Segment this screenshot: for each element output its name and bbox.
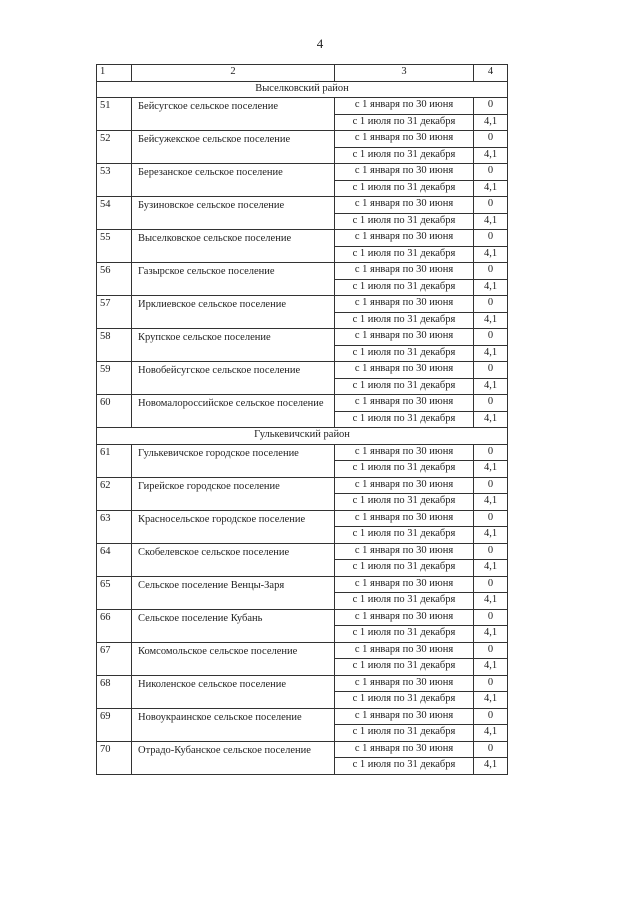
period-first-half: с 1 января по 30 июня — [335, 444, 474, 461]
rate-second-half: 4,1 — [474, 527, 508, 544]
period-first-half: с 1 января по 30 июня — [335, 98, 474, 115]
row-number: 69 — [97, 708, 132, 741]
period-second-half: с 1 июля по 31 декабря — [335, 758, 474, 775]
settlement-name: Крупское сельское поселение — [132, 329, 335, 362]
rate-first-half: 0 — [474, 642, 508, 659]
settlement-name: Гулькевичское городское поселение — [132, 444, 335, 477]
rate-second-half: 4,1 — [474, 411, 508, 428]
rate-first-half: 0 — [474, 395, 508, 412]
table-row — [97, 395, 508, 412]
row-number: 57 — [97, 296, 132, 329]
row-number: 68 — [97, 675, 132, 708]
header-col-1: 1 — [97, 65, 132, 82]
row-number: 66 — [97, 609, 132, 642]
period-first-half: с 1 января по 30 июня — [335, 329, 474, 346]
table-body — [97, 65, 508, 775]
rate-first-half: 0 — [474, 329, 508, 346]
rate-first-half: 0 — [474, 131, 508, 148]
rate-second-half: 4,1 — [474, 213, 508, 230]
settlement-name: Красносельское городское поселение — [132, 510, 335, 543]
table-row — [97, 164, 508, 181]
rate-first-half: 0 — [474, 708, 508, 725]
period-second-half: с 1 июля по 31 декабря — [335, 560, 474, 577]
rate-second-half: 4,1 — [474, 692, 508, 709]
rate-first-half: 0 — [474, 444, 508, 461]
table-row — [97, 543, 508, 560]
rate-second-half: 4,1 — [474, 758, 508, 775]
table-row — [97, 296, 508, 313]
period-second-half: с 1 июля по 31 декабря — [335, 180, 474, 197]
settlement-name: Скобелевское сельское поселение — [132, 543, 335, 576]
row-number: 64 — [97, 543, 132, 576]
table-row — [97, 477, 508, 494]
row-number: 56 — [97, 263, 132, 296]
row-number: 63 — [97, 510, 132, 543]
rate-second-half: 4,1 — [474, 494, 508, 511]
row-number: 54 — [97, 197, 132, 230]
row-number: 62 — [97, 477, 132, 510]
district-title: Выселковский район — [97, 81, 508, 98]
table-row — [97, 642, 508, 659]
period-second-half: с 1 июля по 31 декабря — [335, 114, 474, 131]
table-row — [97, 197, 508, 214]
settlement-name: Сельское поселение Кубань — [132, 609, 335, 642]
table-row — [97, 576, 508, 593]
settlement-name: Бейсужекское сельское поселение — [132, 131, 335, 164]
rate-first-half: 0 — [474, 477, 508, 494]
settlement-name: Комсомольское сельское поселение — [132, 642, 335, 675]
rate-first-half: 0 — [474, 576, 508, 593]
period-first-half: с 1 января по 30 июня — [335, 543, 474, 560]
period-first-half: с 1 января по 30 июня — [335, 675, 474, 692]
table-row — [97, 708, 508, 725]
period-second-half: с 1 июля по 31 декабря — [335, 527, 474, 544]
period-second-half: с 1 июля по 31 декабря — [335, 692, 474, 709]
settlement-name: Новомалороссийское сельское поселение — [132, 395, 335, 428]
period-first-half: с 1 января по 30 июня — [335, 131, 474, 148]
rate-second-half: 4,1 — [474, 279, 508, 296]
settlement-name: Новобейсугское сельское поселение — [132, 362, 335, 395]
table-row — [97, 510, 508, 527]
rate-second-half: 4,1 — [474, 560, 508, 577]
period-first-half: с 1 января по 30 июня — [335, 395, 474, 412]
rate-first-half: 0 — [474, 609, 508, 626]
rate-second-half: 4,1 — [474, 378, 508, 395]
table-header-row — [97, 65, 508, 82]
rate-first-half: 0 — [474, 98, 508, 115]
rate-second-half: 4,1 — [474, 147, 508, 164]
rate-first-half: 0 — [474, 362, 508, 379]
rate-first-half: 0 — [474, 296, 508, 313]
table-row — [97, 609, 508, 626]
settlement-name: Березанское сельское поселение — [132, 164, 335, 197]
row-number: 70 — [97, 741, 132, 774]
table-row — [97, 230, 508, 247]
table-row — [97, 329, 508, 346]
row-number: 67 — [97, 642, 132, 675]
rate-second-half: 4,1 — [474, 180, 508, 197]
period-first-half: с 1 января по 30 июня — [335, 197, 474, 214]
period-second-half: с 1 июля по 31 декабря — [335, 312, 474, 329]
period-second-half: с 1 июля по 31 декабря — [335, 593, 474, 610]
row-number: 55 — [97, 230, 132, 263]
period-first-half: с 1 января по 30 июня — [335, 741, 474, 758]
settlement-name: Николенское сельское поселение — [132, 675, 335, 708]
table-row — [97, 741, 508, 758]
rate-second-half: 4,1 — [474, 312, 508, 329]
table-row — [97, 675, 508, 692]
rate-second-half: 4,1 — [474, 461, 508, 478]
page-number: 4 — [316, 36, 324, 51]
district-row — [97, 81, 508, 98]
rate-second-half: 4,1 — [474, 345, 508, 362]
period-second-half: с 1 июля по 31 декабря — [335, 345, 474, 362]
settlement-name: Газырское сельское поселение — [132, 263, 335, 296]
header-col-2: 2 — [132, 65, 335, 82]
period-first-half: с 1 января по 30 июня — [335, 164, 474, 181]
header-col-4: 4 — [474, 65, 508, 82]
row-number: 53 — [97, 164, 132, 197]
settlement-name: Гирейское городское поселение — [132, 477, 335, 510]
table-row — [97, 131, 508, 148]
settlement-name: Бейсугское сельское поселение — [132, 98, 335, 131]
settlement-name: Выселковское сельское поселение — [132, 230, 335, 263]
settlement-name: Новоукраинское сельское поселение — [132, 708, 335, 741]
rates-table — [96, 64, 508, 775]
rate-first-half: 0 — [474, 510, 508, 527]
period-second-half: с 1 июля по 31 декабря — [335, 279, 474, 296]
header-col-3: 3 — [335, 65, 474, 82]
rate-first-half: 0 — [474, 675, 508, 692]
rate-second-half: 4,1 — [474, 114, 508, 131]
table-row — [97, 444, 508, 461]
row-number: 59 — [97, 362, 132, 395]
period-first-half: с 1 января по 30 июня — [335, 642, 474, 659]
row-number: 52 — [97, 131, 132, 164]
district-row — [97, 428, 508, 445]
rate-second-half: 4,1 — [474, 246, 508, 263]
row-number: 65 — [97, 576, 132, 609]
period-second-half: с 1 июля по 31 декабря — [335, 725, 474, 742]
district-title: Гулькевичский район — [97, 428, 508, 445]
row-number: 51 — [97, 98, 132, 131]
period-first-half: с 1 января по 30 июня — [335, 296, 474, 313]
rate-first-half: 0 — [474, 197, 508, 214]
row-number: 60 — [97, 395, 132, 428]
row-number: 58 — [97, 329, 132, 362]
period-second-half: с 1 июля по 31 декабря — [335, 411, 474, 428]
period-second-half: с 1 июля по 31 декабря — [335, 461, 474, 478]
rate-first-half: 0 — [474, 164, 508, 181]
period-first-half: с 1 января по 30 июня — [335, 576, 474, 593]
settlement-name: Сельское поселение Венцы-Заря — [132, 576, 335, 609]
settlement-name: Бузиновское сельское поселение — [132, 197, 335, 230]
table-row — [97, 98, 508, 115]
period-first-half: с 1 января по 30 июня — [335, 230, 474, 247]
rate-first-half: 0 — [474, 543, 508, 560]
rate-first-half: 0 — [474, 263, 508, 280]
row-number: 61 — [97, 444, 132, 477]
period-first-half: с 1 января по 30 июня — [335, 263, 474, 280]
settlement-name: Отрадо-Кубанское сельское поселение — [132, 741, 335, 774]
period-second-half: с 1 июля по 31 декабря — [335, 659, 474, 676]
rate-second-half: 4,1 — [474, 593, 508, 610]
period-first-half: с 1 января по 30 июня — [335, 362, 474, 379]
rate-first-half: 0 — [474, 741, 508, 758]
rate-second-half: 4,1 — [474, 725, 508, 742]
period-second-half: с 1 июля по 31 декабря — [335, 246, 474, 263]
period-first-half: с 1 января по 30 июня — [335, 510, 474, 527]
period-first-half: с 1 января по 30 июня — [335, 708, 474, 725]
period-second-half: с 1 июля по 31 декабря — [335, 494, 474, 511]
period-second-half: с 1 июля по 31 декабря — [335, 626, 474, 643]
period-second-half: с 1 июля по 31 декабря — [335, 378, 474, 395]
table-row — [97, 263, 508, 280]
table-row — [97, 362, 508, 379]
rate-second-half: 4,1 — [474, 659, 508, 676]
period-first-half: с 1 января по 30 июня — [335, 609, 474, 626]
period-first-half: с 1 января по 30 июня — [335, 477, 474, 494]
rate-first-half: 0 — [474, 230, 508, 247]
period-second-half: с 1 июля по 31 декабря — [335, 147, 474, 164]
period-second-half: с 1 июля по 31 декабря — [335, 213, 474, 230]
rate-second-half: 4,1 — [474, 626, 508, 643]
settlement-name: Ирклиевское сельское поселение — [132, 296, 335, 329]
